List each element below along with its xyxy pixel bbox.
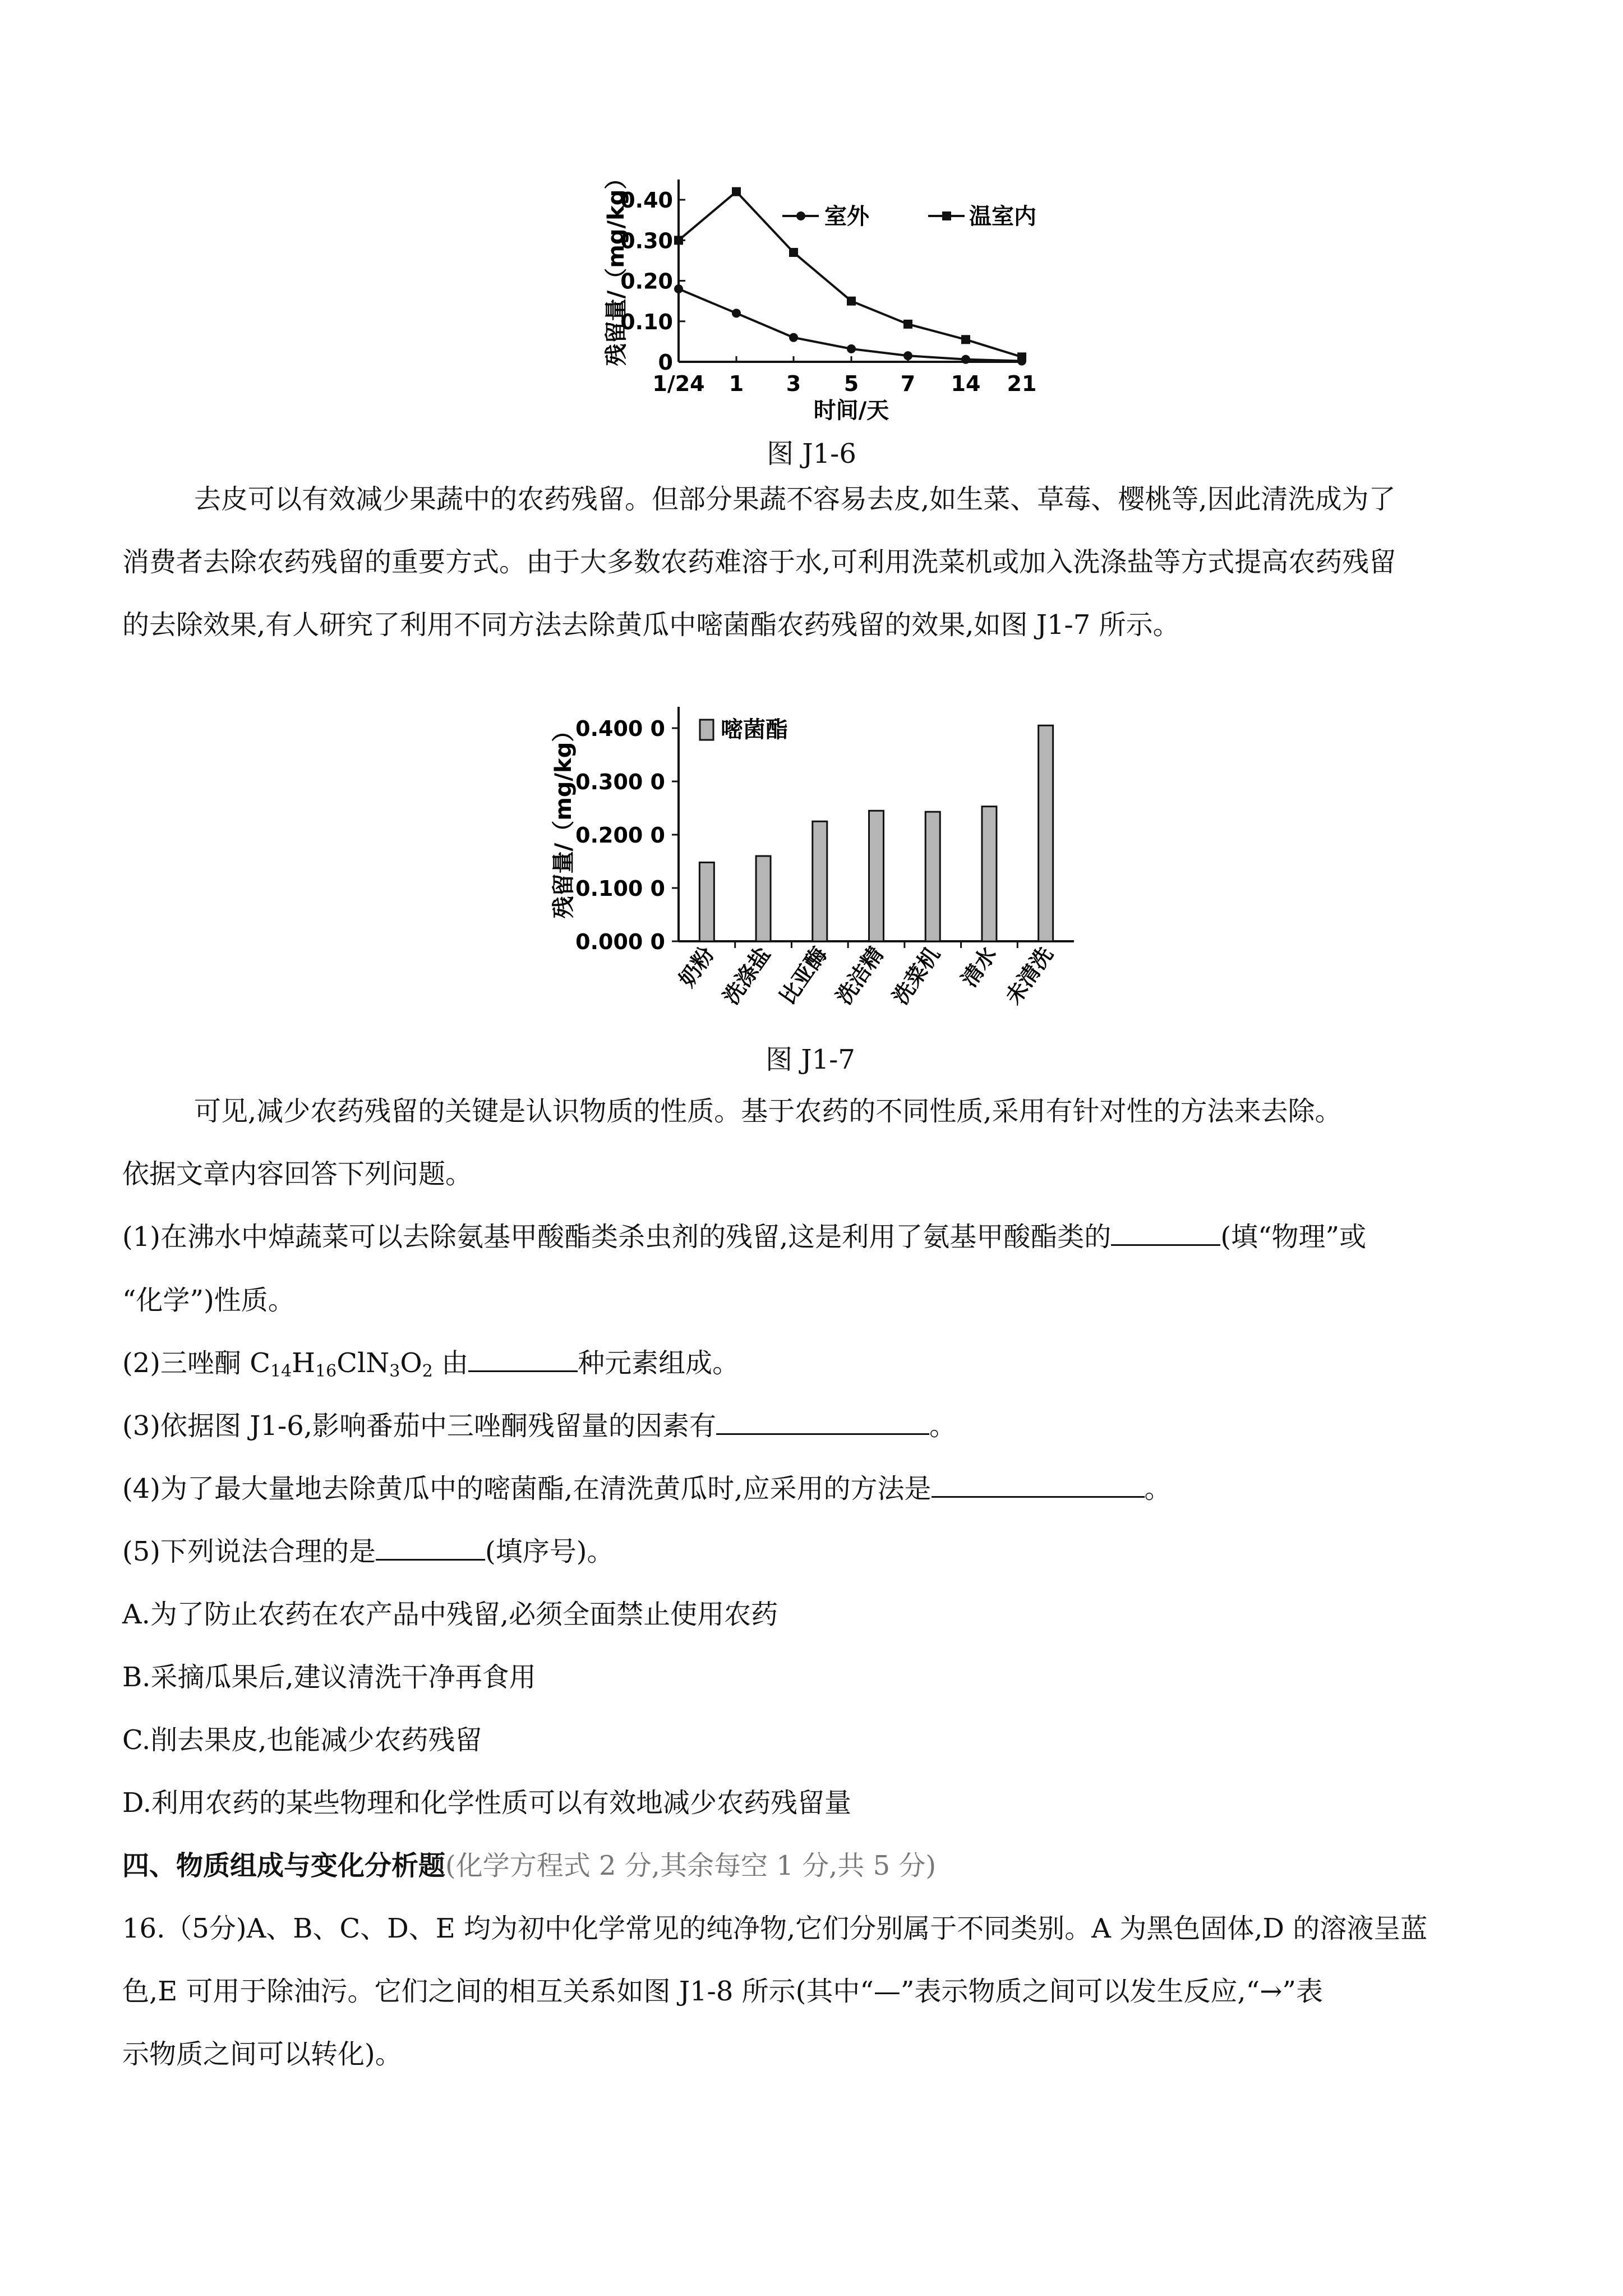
answer-blank-4[interactable] — [932, 1474, 1145, 1498]
x-tick-label: 7 — [900, 371, 916, 396]
y-tick-label: 0.300 0 — [575, 770, 665, 794]
paragraph-2: 可见,减少农药残留的关键是认识物质的性质。基于农药的不同性质,采用有针对性的方法来去除。 — [194, 1096, 1342, 1127]
answer-blank-1[interactable] — [1111, 1222, 1220, 1246]
question-1-text: (1)在沸水中焯蔬菜可以去除氨基甲酸酯类杀虫剂的残留,这是利用了氨基甲酸酯类的 — [122, 1221, 1112, 1253]
question-1-line-1 — [122, 1220, 1366, 1254]
subscript: 3 — [389, 1361, 400, 1381]
legend-label-1: 室外 — [824, 204, 869, 229]
y-tick-label: 0.200 0 — [575, 823, 665, 848]
answer-blank-3[interactable] — [716, 1411, 929, 1435]
question-3 — [122, 1409, 956, 1443]
series-line-2 — [679, 192, 1022, 357]
bar — [756, 856, 771, 941]
data-point-square — [903, 320, 912, 329]
option-a: A.为了防止农药在农产品中残留,必须全面禁止使用农药 — [122, 1599, 778, 1630]
data-point-circle — [847, 344, 856, 353]
series-line-1 — [679, 289, 1022, 361]
x-tick-label: 3 — [786, 371, 801, 396]
paragraph-1-line-2: 消费者去除农药残留的重要方式。由于大多数农药难溶于水,可利用洗菜机或加入洗涤盐等方式提高农药残留 — [122, 546, 1396, 578]
x-tick-label: 奶粉 — [674, 942, 719, 992]
figure-caption-j1-7: 图 J1-7 — [766, 1044, 855, 1075]
question-5-hint: (填序号)。 — [485, 1536, 614, 1567]
option-c: C.削去果皮,也能减少农药残留 — [122, 1724, 482, 1756]
subscript: 14 — [270, 1361, 292, 1381]
x-tick-label: 未清洗 — [1000, 942, 1058, 1009]
question-2-text-b: 由 — [432, 1347, 469, 1379]
y-tick-label: 0.10 — [620, 309, 673, 334]
question-16-line-3: 示物质之间可以转化)。 — [122, 2039, 402, 2070]
data-point-square — [847, 297, 856, 306]
legend-marker-square — [942, 211, 951, 220]
y-tick-label: 0.100 0 — [575, 876, 665, 901]
y-tick-label: 0.000 0 — [575, 930, 665, 954]
bar — [869, 811, 884, 941]
y-axis-label: 残留量/（mg/kg） — [551, 719, 577, 919]
paragraph-1-line-3: 的去除效果,有人研究了利用不同方法去除黄瓜中嘧菌酯农药残留的效果,如图 J1-7 所示。 — [122, 609, 1180, 641]
question-3-end: 。 — [929, 1410, 957, 1442]
bar — [982, 807, 997, 941]
data-point-square — [961, 335, 970, 344]
paragraph-1-line-1: 去皮可以有效减少果蔬中的农药残留。但部分果蔬不容易去皮,如生菜、草莓、樱桃等,因此清洗成为了 — [194, 484, 1396, 515]
subscript: 2 — [422, 1361, 433, 1381]
section-4-heading — [122, 1849, 936, 1883]
y-axis-label: 残留量/（mg/kg） — [603, 167, 629, 366]
question-4-text: (4)为了最大量地去除黄瓜中的嘧菌酯,在清洗黄瓜时,应采用的方法是 — [122, 1473, 932, 1504]
y-tick-label: 0.40 — [620, 188, 673, 213]
x-tick-label: 21 — [1007, 371, 1037, 396]
section-4-note: (化学方程式 2 分,其余每空 1 分,共 5 分) — [445, 1850, 937, 1881]
x-tick-label: 1/24 — [652, 371, 705, 396]
data-point-circle — [674, 284, 683, 293]
answer-blank-5[interactable] — [376, 1536, 485, 1561]
x-axis-label: 时间/天 — [813, 398, 889, 424]
x-tick-label: 5 — [843, 371, 859, 396]
question-16-line-2: 色,E 可用于除油污。它们之间的相互关系如图 J1-8 所示(其中“—”表示物质之间可以发生反应,“→”表 — [122, 1976, 1323, 2007]
x-tick-label: 清水 — [956, 942, 1002, 992]
figure-caption-j1-6: 图 J1-6 — [767, 438, 856, 470]
question-2-text: (2)三唑酮 C — [122, 1347, 270, 1379]
data-point-circle — [961, 355, 970, 364]
data-point-square — [732, 187, 741, 196]
x-tick-label: 洗涤盐 — [718, 942, 776, 1009]
legend-label-2: 温室内 — [969, 204, 1036, 229]
bar — [813, 821, 827, 941]
bar — [1039, 725, 1053, 941]
legend-swatch — [700, 720, 713, 740]
question-1-hint: (填“物理”或 — [1220, 1221, 1367, 1253]
question-4 — [122, 1472, 1172, 1506]
x-tick-label: 洗洁精 — [831, 942, 888, 1009]
option-b: B.采摘瓜果后,建议清洗干净再食用 — [122, 1662, 536, 1693]
x-tick-label: 1 — [728, 371, 744, 396]
y-tick-label: 0.20 — [620, 269, 673, 294]
option-d: D.利用农药的某些物理和化学性质可以有效地减少农药残留量 — [122, 1787, 852, 1819]
answer-blank-2[interactable] — [468, 1348, 578, 1372]
question-1-line-2: “化学”)性质。 — [122, 1285, 295, 1316]
subscript: 16 — [315, 1361, 337, 1381]
y-tick-label: 0.30 — [620, 228, 673, 254]
question-5-text: (5)下列说法合理的是 — [122, 1536, 376, 1567]
question-2-text-c: 种元素组成。 — [578, 1347, 740, 1379]
formula-part: O — [400, 1347, 422, 1379]
x-tick-label: 比亚酶 — [774, 942, 832, 1009]
bar — [925, 812, 940, 941]
formula-part: ClN — [336, 1347, 390, 1379]
x-tick-label: 洗菜机 — [888, 942, 945, 1009]
legend-marker-circle — [796, 211, 805, 220]
legend-label: 嘧菌酯 — [721, 717, 788, 743]
formula-part: H — [292, 1347, 316, 1379]
question-2 — [122, 1346, 739, 1388]
question-3-text: (3)依据图 J1-6,影响番茄中三唑酮残留量的因素有 — [122, 1410, 717, 1442]
data-point-circle — [1017, 357, 1026, 366]
instruction: 依据文章内容回答下列问题。 — [122, 1158, 473, 1190]
data-point-square — [1017, 352, 1026, 361]
question-5 — [122, 1535, 614, 1568]
question-4-end: 。 — [1144, 1473, 1172, 1504]
data-point-circle — [732, 309, 741, 318]
y-tick-label: 0.400 0 — [575, 716, 665, 741]
y-tick-label: 0 — [658, 350, 673, 375]
data-point-circle — [789, 333, 798, 342]
section-4-title: 四、物质组成与变化分析题 — [122, 1850, 446, 1881]
x-tick-label: 14 — [951, 371, 981, 396]
data-point-square — [674, 236, 683, 245]
data-point-square — [789, 248, 798, 257]
question-16-line-1: 16.（5分)A、B、C、D、E 均为初中化学常见的纯净物,它们分别属于不同类别。A 为黑色固体,D 的溶液呈蓝 — [122, 1913, 1428, 1944]
data-point-circle — [903, 351, 912, 360]
bar — [699, 862, 714, 941]
